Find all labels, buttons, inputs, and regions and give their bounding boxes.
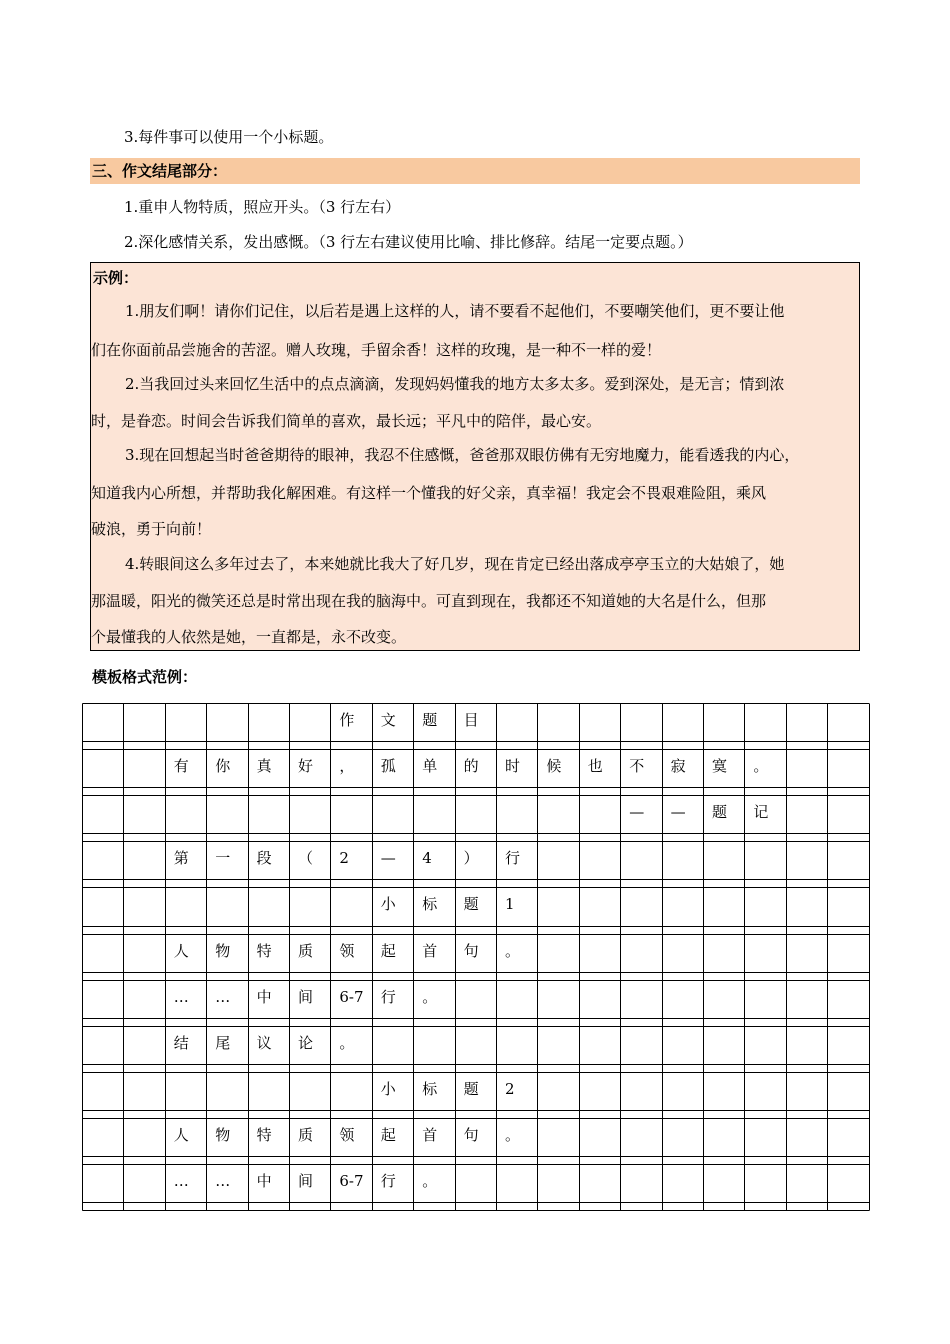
grid-cell-char: —	[670, 803, 686, 822]
grid-cell-char: 。	[339, 1033, 355, 1052]
example-line: 时，是眷恋。时间会告诉我们简单的喜欢，最长远；平凡中的陪伴，最心安。	[91, 412, 602, 430]
grid-cell-char: 。	[505, 1125, 521, 1144]
grid-cell-char: —	[380, 849, 396, 868]
grid-cell-char: 行	[380, 987, 396, 1006]
grid-cell-char: 真	[256, 757, 272, 776]
grid-cell-char: 一	[215, 849, 231, 868]
grid-cell-char: ）	[463, 849, 479, 868]
grid-cell-char: 。	[422, 987, 438, 1006]
grid-cell-char: …	[173, 987, 189, 1006]
grid-cell-char: 的	[463, 757, 479, 776]
grid-cell-char: …	[215, 987, 231, 1006]
example-box	[90, 262, 860, 651]
grid-cell-char: —	[629, 803, 645, 822]
grid-cell-char: 4	[422, 849, 432, 868]
grid-cell-char: 中	[256, 987, 272, 1006]
grid-cell-char: 2	[339, 849, 349, 868]
grid-cell-char: 有	[173, 757, 189, 776]
grid-cell-char: …	[215, 1172, 231, 1190]
grid-cell-char: 领	[339, 1125, 355, 1144]
grid-cell-char: 中	[256, 1172, 272, 1190]
grid-cell-char: 记	[753, 803, 769, 822]
example-line: 们在你面前品尝施舍的苦涩。赠人玫瑰，手留余香！这样的玫瑰，是一种不一样的爱！	[91, 341, 662, 359]
ending-item-2: 2.深化感情关系，发出感慨。（3 行左右建议使用比喻、排比修辞。结尾一定要点题。）	[124, 233, 693, 251]
ending-item-1: 1.重申人物特质，照应开头。（3 行左右）	[124, 198, 401, 216]
grid-cell-char: 目	[463, 711, 479, 729]
grid-cell-char: 时	[505, 757, 521, 776]
grid-cell-char: 起	[380, 941, 396, 960]
grid-cell-char: 候	[546, 757, 562, 776]
grid-cell-char: 。	[505, 941, 521, 960]
composition-grid	[82, 703, 869, 1211]
grid-cell-char: 人	[173, 1125, 189, 1144]
grid-cell-char: 1	[505, 895, 515, 914]
example-line: 1.朋友们啊！请你们记住，以后若是遇上这样的人，请不要看不起他们，不要嘲笑他们，更不要让他	[125, 302, 785, 320]
grid-cell-char: 质	[298, 941, 314, 960]
intro-item: 3.每件事可以使用一个小标题。	[124, 128, 334, 146]
grid-cell-char: 6-7	[339, 1172, 364, 1190]
grid-cell-char: 句	[463, 1125, 479, 1144]
grid-cell-char: 首	[422, 1125, 438, 1144]
grid-cell-char: 间	[298, 987, 314, 1006]
grid-cell-char: 。	[422, 1172, 438, 1190]
grid-cell-char: 寞	[712, 757, 728, 776]
grid-cell-char: 孤	[380, 757, 396, 776]
grid-cell-char: 第	[173, 849, 189, 868]
grid-cell-char: 标	[422, 1079, 438, 1098]
grid-cell-char: 你	[215, 757, 231, 776]
section-heading: 三、作文结尾部分：	[90, 158, 860, 184]
example-title: 示例：	[93, 269, 139, 287]
grid-cell-char: 题	[463, 895, 479, 914]
example-line: 那温暖，阳光的微笑还总是时常出现在我的脑海中。可直到现在，我都还不知道她的大名是什么，但那	[91, 592, 767, 610]
grid-cell-char: 小	[380, 895, 396, 914]
grid-cell-char: 6-7	[339, 987, 364, 1006]
grid-cell-char: 好	[298, 757, 314, 776]
template-title: 模板格式范例：	[92, 668, 198, 686]
example-line: 破浪，勇于向前！	[91, 520, 212, 538]
grid-cell-char: 作	[339, 711, 355, 729]
example-line: 2.当我回过头来回忆生活中的点点滴滴，发现妈妈懂我的地方太多太多。爱到深处，是无言；情到浓	[125, 375, 785, 393]
grid-cell-char: 物	[215, 941, 231, 960]
grid-cell-char: 起	[380, 1125, 396, 1144]
grid-cell-char: ，	[339, 757, 355, 776]
example-line: 3.现在回想起当时爸爸期待的眼神，我忍不住感慨，爸爸那双眼仿佛有无穷地魔力，能看透我的内心，	[125, 446, 800, 464]
grid-cell-char: 题	[712, 803, 728, 822]
grid-cell-char: 小	[380, 1079, 396, 1098]
grid-cell-char: 首	[422, 941, 438, 960]
grid-cell-char: 质	[298, 1125, 314, 1144]
grid-cell-char: 间	[298, 1172, 314, 1190]
grid-cell-char: （	[298, 849, 314, 868]
grid-cell-char: 物	[215, 1125, 231, 1144]
example-line: 4.转眼间这么多年过去了，本来她就比我大了好几岁，现在肯定已经出落成亭亭玉立的大姑娘了，她	[125, 555, 785, 573]
grid-cell-char: 也	[587, 757, 603, 776]
grid-cell-char: 特	[256, 941, 272, 960]
grid-cell-char: 2	[505, 1079, 515, 1098]
grid-cell-char: 领	[339, 941, 355, 960]
grid-cell-char: 题	[422, 711, 438, 729]
grid-cell-char: 题	[463, 1079, 479, 1098]
grid-cell-char: 行	[505, 849, 521, 868]
grid-cell-char: …	[173, 1172, 189, 1190]
grid-cell-char: 论	[298, 1033, 314, 1052]
grid-cell-char: 寂	[670, 757, 686, 776]
grid-cell-char: 标	[422, 895, 438, 914]
grid-cell-char: 人	[173, 941, 189, 960]
grid-cell-char: 句	[463, 941, 479, 960]
grid-cell-char: 。	[753, 757, 769, 776]
grid-cell-char: 尾	[215, 1033, 231, 1052]
grid-cell-char: 不	[629, 757, 645, 776]
grid-cell-char: 文	[380, 711, 396, 729]
grid-cell-char: 段	[256, 849, 272, 868]
example-line: 知道我内心所想，并帮助我化解困难。有这样一个懂我的好父亲，真幸福！我定会不畏艰难险阻，乘风	[91, 484, 767, 502]
grid-cell-char: 结	[173, 1033, 189, 1052]
grid-cell-char: 特	[256, 1125, 272, 1144]
grid-cell-char: 行	[380, 1172, 396, 1190]
grid-cell-char: 单	[422, 757, 438, 776]
example-line: 个最懂我的人依然是她，一直都是，永不改变。	[91, 628, 407, 646]
grid-cell-char: 议	[256, 1033, 272, 1052]
